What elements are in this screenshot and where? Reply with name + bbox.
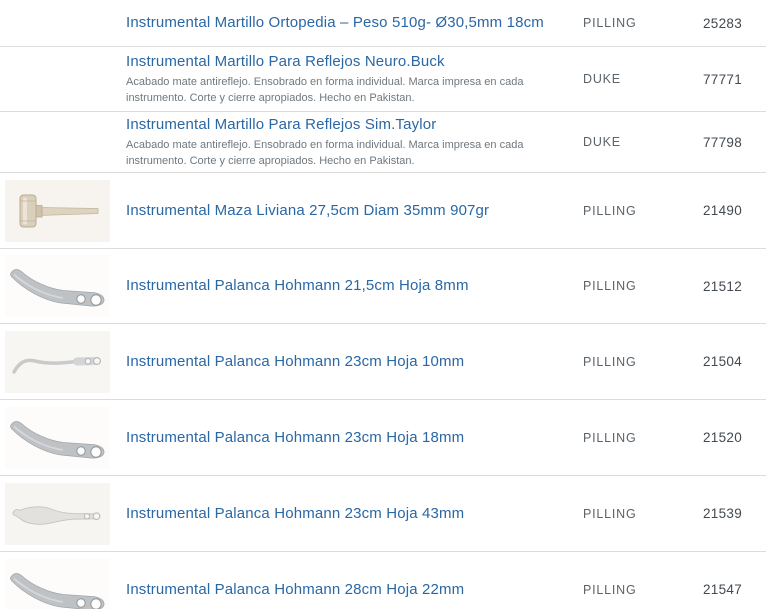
product-brand: PILLING [583, 506, 637, 521]
product-info [120, 428, 583, 448]
product-code: 77798 [703, 134, 743, 150]
product-row [0, 46, 766, 111]
product-link[interactable]: Instrumental Martillo Para Reflejos Sim.Taylor [126, 115, 437, 133]
product-row [0, 323, 766, 399]
product-brand: PILLING [583, 354, 637, 369]
product-brand: PILLING [583, 203, 637, 218]
product-row [0, 0, 766, 46]
mallet-icon[interactable] [5, 180, 110, 242]
product-brand: PILLING [583, 16, 637, 30]
product-link[interactable]: Instrumental Palanca Hohmann 23cm Hoja 43mm [126, 504, 465, 522]
product-code: 77771 [703, 71, 743, 87]
product-link[interactable]: Instrumental Martillo Para Reflejos Neuro.Buck [126, 52, 445, 70]
product-description: Acabado mate antireflejo. Ensobrado en forma individual. Marca impresa en cada instrumento. Corte y cierre apropiados. Hecho en Pakistan. [126, 139, 524, 167]
product-code: 21520 [703, 430, 743, 445]
product-row [0, 172, 766, 248]
product-row [0, 551, 766, 609]
product-code: 25283 [703, 15, 743, 31]
product-info [120, 52, 583, 106]
product-link[interactable]: Instrumental Palanca Hohmann 21,5cm Hoja 8mm [126, 277, 469, 295]
product-thumbnail-cell [0, 324, 120, 399]
product-thumbnail-cell [0, 47, 120, 111]
product-brand: PILLING [583, 279, 637, 293]
product-info [120, 201, 583, 221]
product-brand: DUKE [583, 72, 621, 86]
product-link[interactable]: Instrumental Maza Liviana 27,5cm Diam 35mm 907gr [126, 201, 490, 219]
product-thumbnail-cell [0, 552, 120, 609]
product-link[interactable]: Instrumental Martillo Ortopedia – Peso 510g- Ø30,5mm 18cm [126, 14, 544, 32]
product-info [120, 352, 583, 372]
product-row [0, 399, 766, 475]
product-row [0, 111, 766, 172]
hohmann-retractor-icon[interactable] [5, 407, 110, 469]
product-link[interactable]: Instrumental Palanca Hohmann 28cm Hoja 22mm [126, 580, 465, 598]
hohmann-thin-retractor-icon[interactable] [5, 331, 110, 393]
product-thumbnail-cell [0, 0, 120, 46]
product-thumbnail-cell [0, 249, 120, 323]
hohmann-retractor-icon[interactable] [5, 255, 110, 317]
product-code: 21512 [703, 278, 743, 294]
product-link[interactable]: Instrumental Palanca Hohmann 23cm Hoja 18mm [126, 428, 465, 446]
product-row [0, 248, 766, 323]
product-thumbnail-cell [0, 112, 120, 172]
product-code: 21504 [703, 354, 743, 369]
product-brand: DUKE [583, 135, 621, 149]
product-description: Acabado mate antireflejo. Ensobrado en forma individual. Marca impresa en cada instrumento. Corte y cierre apropiados. Hecho en Pakistan. [126, 76, 524, 104]
product-thumbnail-cell [0, 476, 120, 551]
product-info [120, 115, 583, 169]
product-row [0, 475, 766, 551]
product-info [120, 276, 583, 296]
product-link[interactable]: Instrumental Palanca Hohmann 23cm Hoja 10mm [126, 352, 465, 370]
hohmann-retractor-icon[interactable] [5, 559, 110, 609]
product-code: 21547 [703, 582, 743, 597]
product-brand: PILLING [583, 430, 637, 445]
product-code: 21539 [703, 506, 743, 521]
product-brand: PILLING [583, 582, 637, 597]
product-info [120, 13, 583, 33]
product-thumbnail-cell [0, 400, 120, 475]
product-info [120, 504, 583, 524]
product-code: 21490 [703, 203, 743, 218]
product-info [120, 580, 583, 600]
hohmann-paddle-retractor-icon[interactable] [5, 483, 110, 545]
product-thumbnail-cell [0, 173, 120, 248]
